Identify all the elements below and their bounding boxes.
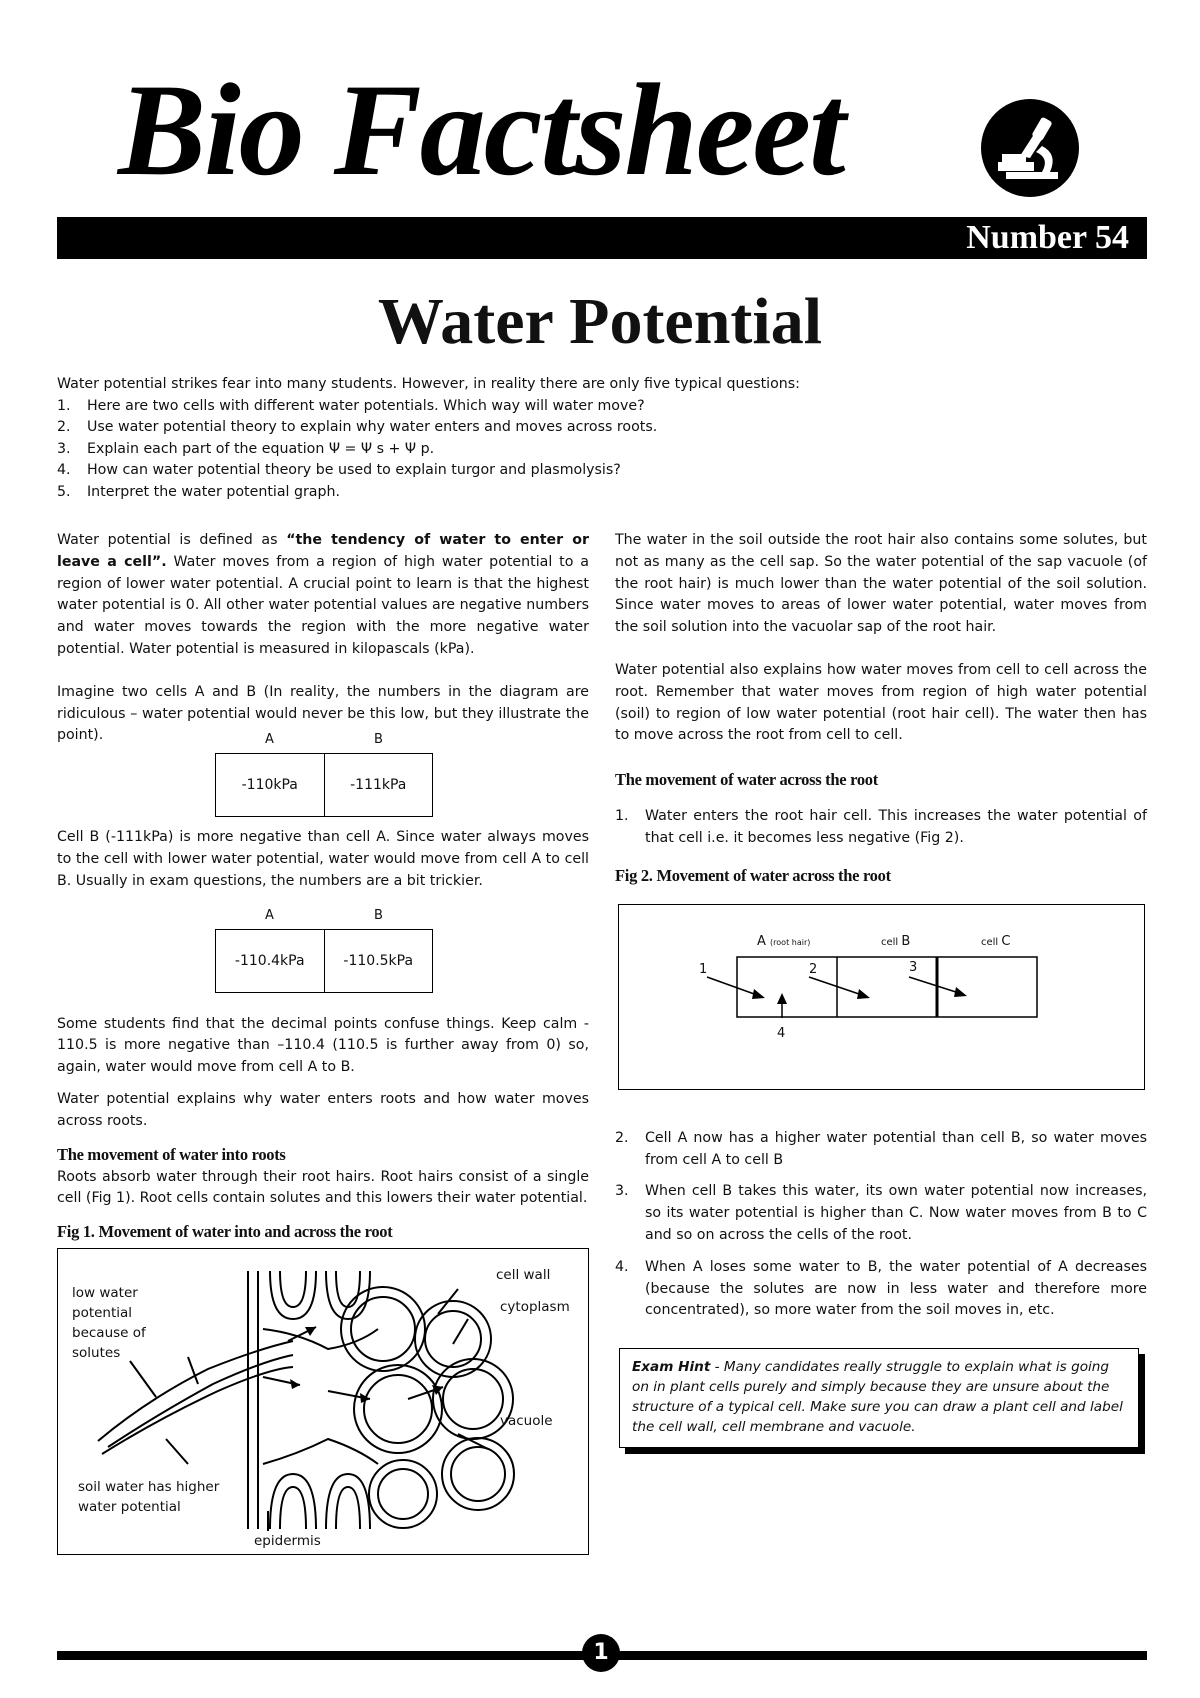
issue-number: Number 54 — [966, 219, 1129, 256]
cell-a-value: -110kPa — [216, 754, 325, 816]
label-step-4: 4 — [777, 1025, 786, 1041]
label-low-water: low water potential because of solutes — [72, 1285, 146, 1362]
label-vacuole: vacuole — [500, 1413, 553, 1430]
list-item: 2. Use water potential theory to explain why water enters and moves across roots. — [57, 419, 658, 435]
list-item: 1. Here are two cells with different water potentials. Which way will water move? — [57, 397, 645, 414]
exam-hint-text: - Many candidates really struggle to explain what is going on in plant cells purely and simply because they are unsure about the structure of a typical cell. Make sure you can draw a plant cell and label the cell wall, cell membrane and vacuole. — [632, 1359, 1123, 1436]
fig2-cells-diagram — [618, 904, 1145, 1090]
soil-solutes-paragraph: The water in the soil outside the root hair also contains some solutes, but not as many as the cell sap. So the water potential of the sap vacuole (of the root hair) is much lower than the water potential of the soil solution. Since water moves to areas of lower water potential, water moves from the soil solution into the vacuolar sap of the root hair. — [615, 532, 1147, 636]
fig2-title: Fig 2. Movement of water across the root — [615, 865, 891, 885]
factsheet-logo-title — [118, 56, 844, 203]
list-item: 4. When A loses some water to B, the water potential of A decreases (because the solutes are now in less water and therefore more concentrated), so more water from the soil moves in, etc. — [615, 1258, 1147, 1319]
label-epidermis: epidermis — [254, 1533, 321, 1550]
title-factsheet: Factsheet — [333, 56, 844, 203]
list-item: 5. Interpret the water potential graph. — [57, 483, 341, 500]
label-cytoplasm: cytoplasm — [500, 1299, 570, 1316]
cell-b-value: -110.5kPa — [343, 952, 414, 969]
cell-a-label: A — [265, 907, 274, 923]
cell-to-cell-paragraph: Water potential also explains how water moves from cell to cell across the root. Remember that water moves from region of high water potential (soil) to region of low water potential (root hair cell). The water then has to move across the root from cell to cell. — [615, 661, 1147, 744]
left-column — [57, 530, 589, 1555]
issue-number-bar — [57, 217, 1147, 259]
list-item: 2. Cell A now has a higher water potential than cell B, so water moves from cell A to cell B — [615, 1129, 1147, 1168]
roots-intro-paragraph: Water potential explains why water enters roots and how water moves across roots. — [57, 1090, 589, 1129]
cell-a-value: -110.4kPa — [216, 930, 325, 992]
label-cell-c: cell C — [981, 933, 1011, 949]
root-hairs-paragraph: Roots absorb water through their root hairs. Root hairs consist of a single cell (Fig 1). Root cells contain solutes and this lowers their water potential. — [57, 1168, 589, 1207]
cell-b-paragraph: Cell B (-111kPa) is more negative than cell A. Since water always moves to the cell with lower water potential, water would move from cell A to cell B. Usually in exam questions, the numbers are a bit trickier. — [57, 829, 589, 889]
exam-hint-box — [619, 1348, 1139, 1448]
heading-water-into-roots: The movement of water into roots — [57, 1144, 286, 1164]
cell-b-value: -111kPa — [350, 777, 407, 794]
label-cell-wall: cell wall — [496, 1267, 551, 1284]
label-step-2: 2 — [809, 961, 818, 977]
cell-b-label: B — [374, 907, 383, 923]
steps-list-2 — [615, 1128, 1147, 1322]
title-bio: Bio — [118, 56, 303, 203]
definition-quote: “the tendency of water to enter or leave a cell”. — [57, 532, 590, 570]
cell-pair-diagram-2 — [215, 903, 433, 993]
decimal-paragraph: Some students find that the decimal points confuse things. Keep calm - 110.5 is more negative than –110.4 (110.5 is further away from 0) so, again, water would move from cell A to B. — [57, 1015, 589, 1076]
cell-b-label: B — [374, 732, 383, 748]
fig1-title: Fig 1. Movement of water into and across the root — [57, 1222, 393, 1242]
exam-hint-label: Exam Hint — [632, 1359, 711, 1376]
right-column — [615, 530, 1147, 1448]
page-footer — [57, 1634, 1147, 1674]
list-item: 1. Water enters the root hair cell. This increases the water potential of that cell i.e. it becomes less negative (Fig 2). — [615, 808, 1147, 846]
fig1-root-diagram — [57, 1248, 589, 1555]
microscope-icon — [980, 98, 1080, 198]
cell-a-label: A — [265, 732, 274, 748]
label-cell-a: A (root hair) — [757, 933, 811, 949]
definition-paragraph: Water potential is defined as “the tendency of water to enter or leave a cell”. Water moves from a region of high water potential to a region of lower water potential. A crucial point to learn is that the highest water potential is 0. All other water potential values are negative numbers and water moves towards the region with the more negative water potential. Water potential is measured in kilopascals (kPa). — [57, 532, 590, 657]
masthead — [0, 0, 1200, 270]
heading-water-across-root: The movement of water across the root — [615, 770, 878, 790]
list-item: 3. Explain each part of the equation Ψ = Ψ s + Ψ p. — [57, 440, 435, 457]
cell-pair-diagram-1 — [215, 727, 433, 817]
page-number: 1 — [582, 1634, 620, 1672]
page-title: Water Potential — [377, 285, 823, 358]
intro-lead: Water potential strikes fear into many students. However, in reality there are only five typical questions: — [57, 376, 800, 392]
label-soil-water: soil water has higher water potential — [78, 1479, 220, 1516]
intro-section — [57, 374, 1147, 503]
label-cell-b: cell B — [881, 933, 911, 949]
steps-list-1 — [615, 806, 1147, 850]
question-list — [57, 396, 1147, 504]
list-item: 3. When cell B takes this water, its own water potential now increases, so its water potential is higher than C. Now water moves from B to C and so on across the cells of the root. — [615, 1183, 1147, 1243]
list-item: 4. How can water potential theory be used to explain turgor and plasmolysis? — [57, 462, 621, 478]
label-step-1: 1 — [699, 961, 708, 977]
label-step-3: 3 — [909, 959, 918, 975]
two-cells-paragraph: Imagine two cells A and B (In reality, the numbers in the diagram are ridiculous – water potential would never be this low, but they illustrate the point). — [57, 683, 589, 744]
